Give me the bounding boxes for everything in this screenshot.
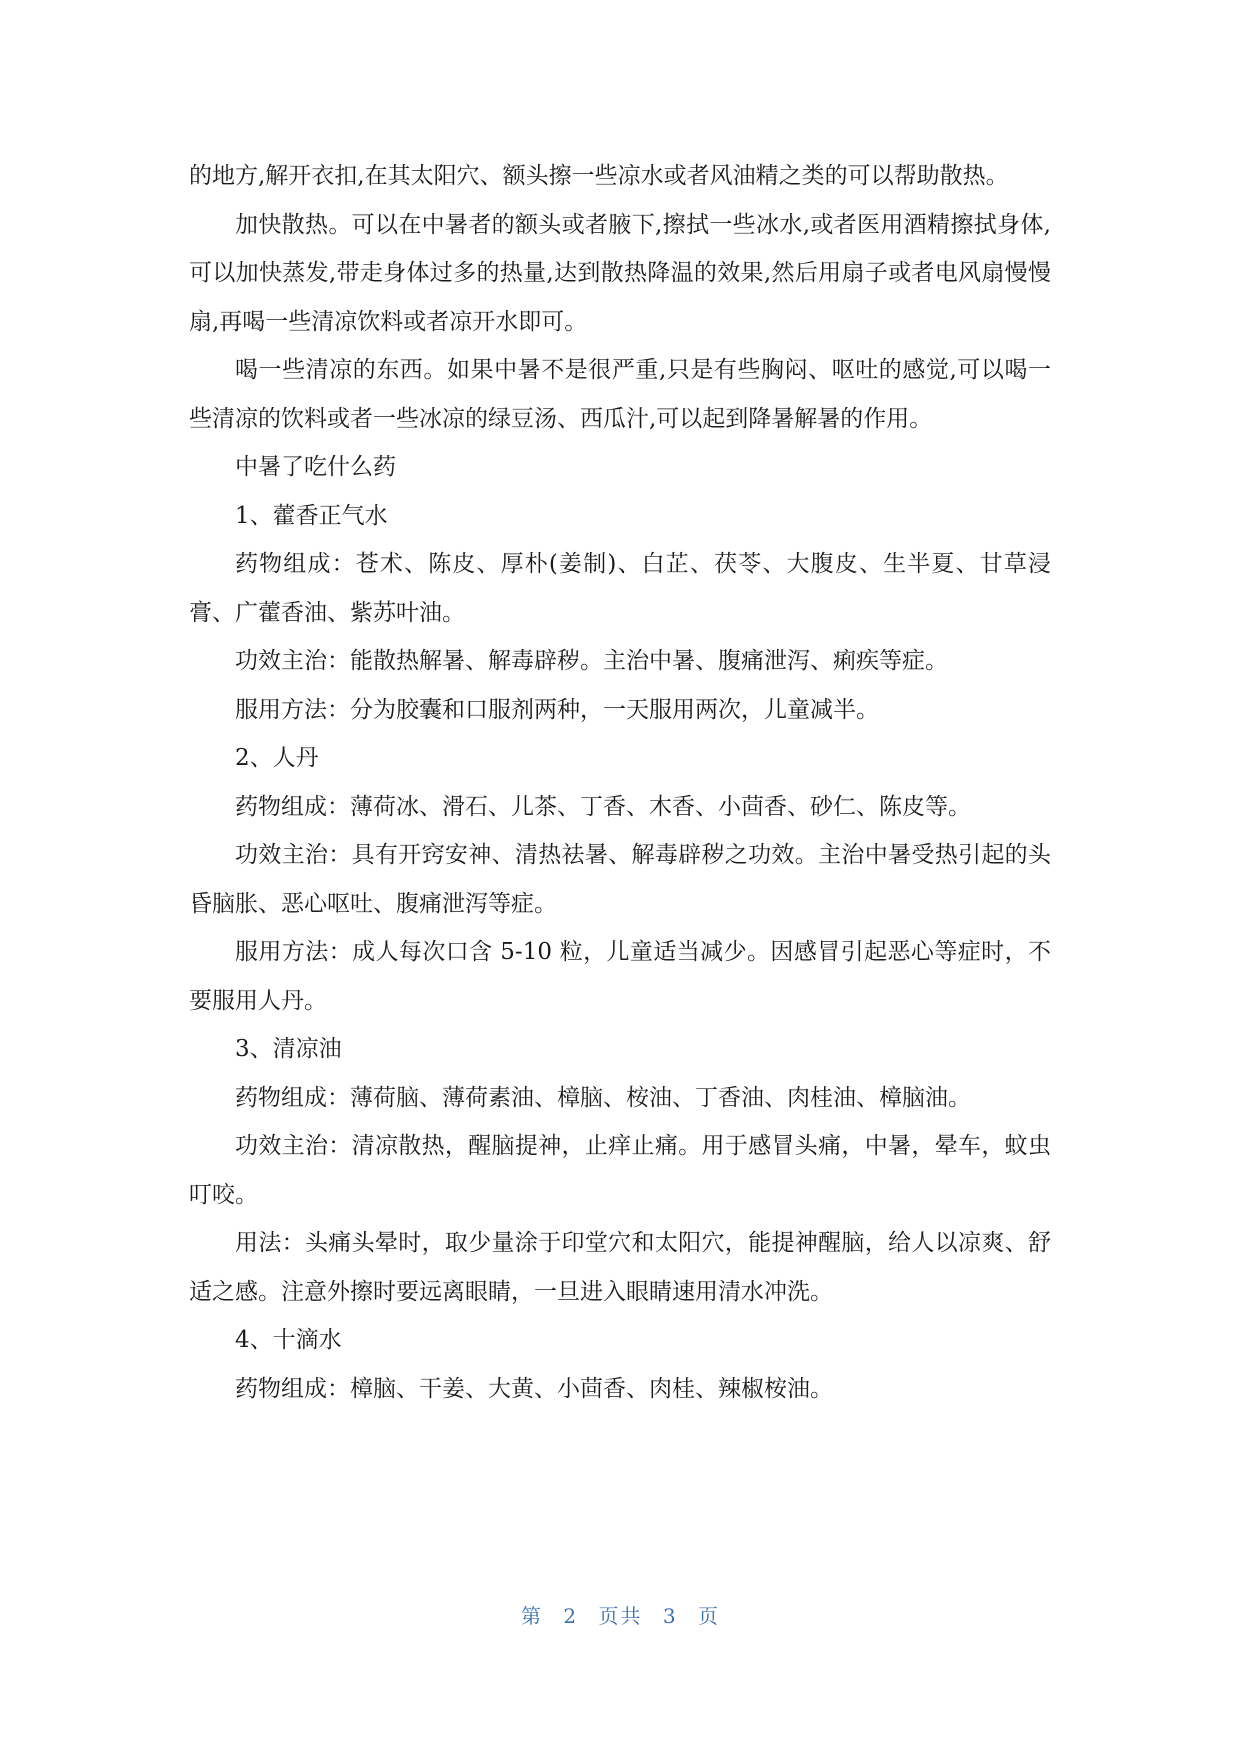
item-heading: 4、十滴水 <box>235 1327 342 1353</box>
item-heading: 2、人丹 <box>235 745 319 771</box>
paragraph: 加快散热。可以在中暑者的额头或者腋下,擦拭一些冰水,或者医用酒精擦拭身体,可以加快蒸发,带走身体过多的热量,达到散热降温的效果,然后用扇子或者电风扇慢慢扇,再喝一些清凉饮料或者凉开水即可。 <box>189 211 1051 335</box>
section-heading: 中暑了吃什么药 <box>235 454 396 480</box>
paragraph: 服用方法：成人每次口含 5-10 粒，儿童适当减少。因感冒引起恶心等症时，不要服用人丹。 <box>189 939 1051 1014</box>
paragraph: 用法：头痛头晕时，取少量涂于印堂穴和太阳穴，能提神醒脑，给人以凉爽、舒适之感。注意外擦时要远离眼睛，一旦进入眼睛速用清水冲洗。 <box>189 1230 1051 1305</box>
paragraph: 的地方,解开衣扣,在其太阳穴、额头擦一些凉水或者风油精之类的可以帮助散热。 <box>189 163 1009 189</box>
footer-current-page: 2 <box>563 1604 579 1628</box>
paragraph: 服用方法：分为胶囊和口服剂两种，一天服用两次，儿童减半。 <box>235 696 879 723</box>
paragraph: 喝一些清凉的东西。如果中暑不是很严重,只是有些胸闷、呕吐的感觉,可以喝一些清凉的饮料或者一些冰凉的绿豆汤、西瓜汁,可以起到降暑解暑的作用。 <box>189 357 1051 432</box>
paragraph: 药物组成：薄荷冰、滑石、儿茶、丁香、木香、小茴香、砂仁、陈皮等。 <box>235 793 971 820</box>
page-footer <box>0 1600 1241 1629</box>
document-body <box>189 152 1051 1413</box>
footer-suffix: 页 <box>697 1604 720 1628</box>
paragraph: 药物组成：樟脑、干姜、大黄、小茴香、肉桂、辣椒桉油。 <box>235 1375 833 1402</box>
item-heading: 1、藿香正气水 <box>235 502 388 529</box>
footer-total-pages: 3 <box>662 1604 678 1628</box>
paragraph: 功效主治：能散热解暑、解毒辟秽。主治中暑、腹痛泄泻、痢疾等症。 <box>235 648 948 674</box>
paragraph: 功效主治：具有开窍安神、清热祛暑、解毒辟秽之功效。主治中暑受热引起的头昏脑胀、恶心呕吐、腹痛泄泻等症。 <box>189 842 1051 917</box>
footer-middle: 页共 <box>598 1604 643 1628</box>
paragraph: 药物组成：薄荷脑、薄荷素油、樟脑、桉油、丁香油、肉桂油、樟脑油。 <box>235 1084 971 1111</box>
paragraph: 药物组成：苍术、陈皮、厚朴(姜制)、白芷、茯苓、大腹皮、生半夏、甘草浸膏、广藿香油、紫苏叶油。 <box>189 551 1051 626</box>
footer-prefix: 第 <box>521 1604 544 1628</box>
item-heading: 3、清凉油 <box>235 1036 342 1062</box>
paragraph: 功效主治：清凉散热，醒脑提神，止痒止痛。用于感冒头痛，中暑，晕车，蚊虫叮咬。 <box>189 1133 1051 1208</box>
